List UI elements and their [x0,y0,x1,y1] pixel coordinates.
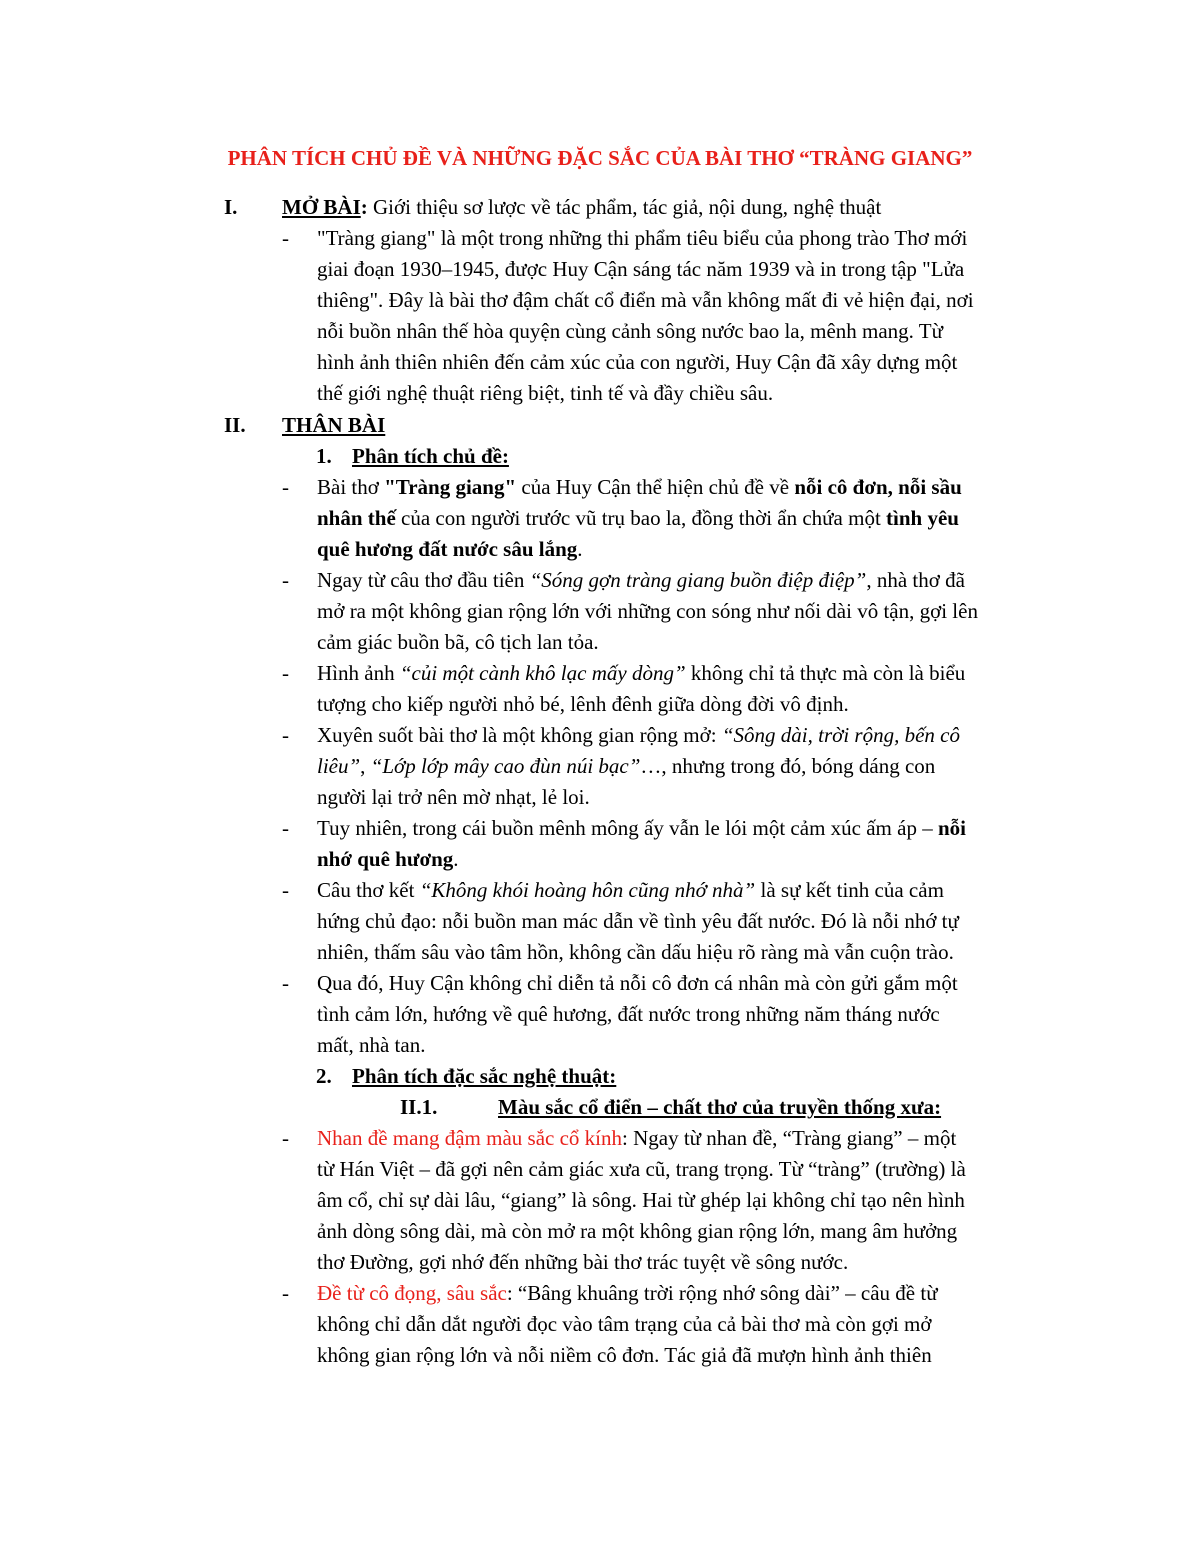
section-number: II. [224,413,246,437]
subheading-label: Phân tích đặc sắc nghệ thuật: [352,1064,617,1088]
list-item [282,565,1072,658]
list-item [282,875,1072,968]
subheading-number: II.1. [400,1095,438,1119]
bullet-dash: - [282,723,289,747]
text-line: nhiên, thấm sâu vào tâm hồn, không cần dấu hiệu rõ ràng mà vẫn cuộn trào. [317,940,954,964]
section-number: I. [224,195,238,219]
section-label: MỞ BÀI [282,195,361,219]
bullet-dash: - [282,878,289,902]
bullet-dash: - [282,1126,289,1150]
subheading-label: Màu sắc cổ điển – chất thơ của truyền thống xưa: [498,1095,942,1119]
text-line: ảnh dòng sông dài, mà còn mở ra một không gian rộng lớn, mang âm hưởng [317,1219,958,1243]
list-item [282,1123,1072,1278]
text-line: "Tràng giang" là một trong những thi phẩm tiêu biểu của phong trào Thơ mới [317,226,968,250]
section-description: Giới thiệu sơ lược về tác phẩm, tác giả, nội dung, nghệ thuật [367,195,882,219]
text-line: từ Hán Việt – đã gợi nên cảm giác xưa cũ, trang trọng. Từ “tràng” (trường) là [317,1157,966,1181]
section-heading [282,192,881,223]
text-line: hình ảnh thiên nhiên đến cảm xúc của con người, Huy Cận đã xây dựng một [317,350,958,374]
text-line: mở ra một không gian rộng lớn với những con sóng như nối dài vô tận, gợi lên [317,599,978,623]
list-item [282,472,1072,565]
list-item [282,1278,1072,1371]
list-item [282,223,1072,409]
bullet-dash: - [282,1281,289,1305]
text-line: cảm giác buồn bã, cô tịch lan tỏa. [317,630,599,654]
text-line: Ngay từ câu thơ đầu tiên “Sóng gợn tràng giang buồn điệp điệp”, nhà thơ đã [317,568,965,592]
section-label: THÂN BÀI [282,413,386,437]
text-line: liêu”, “Lớp lớp mây cao đùn núi bạc”…, nhưng trong đó, bóng dáng con [317,754,936,778]
text-line: quê hương đất nước sâu lắng. [317,537,583,561]
list-item [282,968,1072,1061]
subheading-chu-de [316,441,509,472]
subheading-nghe-thuat [316,1061,616,1092]
list-item [282,658,1072,720]
bullet-dash: - [282,661,289,685]
text-line: thế giới nghệ thuật riêng biệt, tinh tế và đầy chiều sâu. [317,381,774,405]
subheading-mau-sac-co-dien [400,1092,941,1123]
text-line: Tuy nhiên, trong cái buồn mênh mông ấy vẫn le lói một cảm xúc ấm áp – nỗi [317,816,966,840]
bullet-dash: - [282,568,289,592]
text-line: tình cảm lớn, hướng về quê hương, đất nước trong những năm tháng nước [317,1002,940,1026]
document-title: PHÂN TÍCH CHỦ ĐỀ VÀ NHỮNG ĐẶC SẮC CỦA BÀI THƠ “TRÀNG GIANG” [227,146,973,170]
text-line: không chỉ dẫn dắt người đọc vào tâm trạng của cả bài thơ mà còn gợi mở [317,1312,932,1336]
text-line: Câu thơ kết “Không khói hoàng hôn cũng nhớ nhà” là sự kết tinh của cảm [317,878,944,902]
bullet-dash: - [282,816,289,840]
section-heading [282,410,385,441]
text-line: nhớ quê hương. [317,847,459,871]
text-line: Đề từ cô đọng, sâu sắc: “Bâng khuâng trời rộng nhớ sông dài” – câu đề từ [317,1281,938,1305]
text-line: Qua đó, Huy Cận không chỉ diễn tả nỗi cô đơn cá nhân mà còn gửi gắm một [317,971,958,995]
subheading-number: 2. [316,1064,332,1088]
text-line: tượng cho kiếp người nhỏ bé, lênh đênh giữa dòng đời vô định. [317,692,849,716]
text-line: mất, nhà tan. [317,1033,426,1057]
text-line: giai đoạn 1930–1945, được Huy Cận sáng tác năm 1939 và in trong tập "Lửa [317,257,965,281]
subheading-label: Phân tích chủ đề: [352,444,509,468]
text-line: nhân thế của con người trước vũ trụ bao la, đồng thời ẩn chứa một tình yêu [317,506,959,530]
bullet-dash: - [282,475,289,499]
subheading-number: 1. [316,444,332,468]
text-line: thơ Đường, gợi nhớ đến những bài thơ trác tuyệt về sông nước. [317,1250,849,1274]
text-line: Bài thơ "Tràng giang" của Huy Cận thể hiện chủ đề về nỗi cô đơn, nỗi sầu [317,475,962,499]
text-line: âm cổ, chỉ sự dài lâu, “giang” là sông. Hai từ ghép lại không chỉ tạo nên hình [317,1188,965,1212]
heading-colon: : [360,195,368,219]
text-line: không gian rộng lớn và nỗi niềm cô đơn. Tác giả đã mượn hình ảnh thiên [317,1343,932,1367]
list-item [282,813,1072,875]
text-line: hứng chủ đạo: nỗi buồn man mác dẫn về tình yêu đất nước. Đó là nỗi nhớ tự [317,909,959,933]
list-item [282,720,1072,813]
text-line: Xuyên suốt bài thơ là một không gian rộng mở: “Sông dài, trời rộng, bến cô [317,723,960,747]
text-line: thiêng". Đây là bài thơ đậm chất cổ điển mà vẫn không mất đi vẻ hiện đại, nơi [317,288,974,312]
bullet-dash: - [282,226,289,250]
text-line: Hình ảnh “củi một cành khô lạc mấy dòng” không chỉ tả thực mà còn là biểu [317,661,966,685]
text-line: người lại trở nên mờ nhạt, lẻ loi. [317,785,590,809]
text-line: nỗi buồn nhân thế hòa quyện cùng cảnh sông nước bao la, mênh mang. Từ [317,319,944,343]
text-line: Nhan đề mang đậm màu sắc cổ kính: Ngay từ nhan đề, “Tràng giang” – một [317,1126,957,1150]
bullet-dash: - [282,971,289,995]
